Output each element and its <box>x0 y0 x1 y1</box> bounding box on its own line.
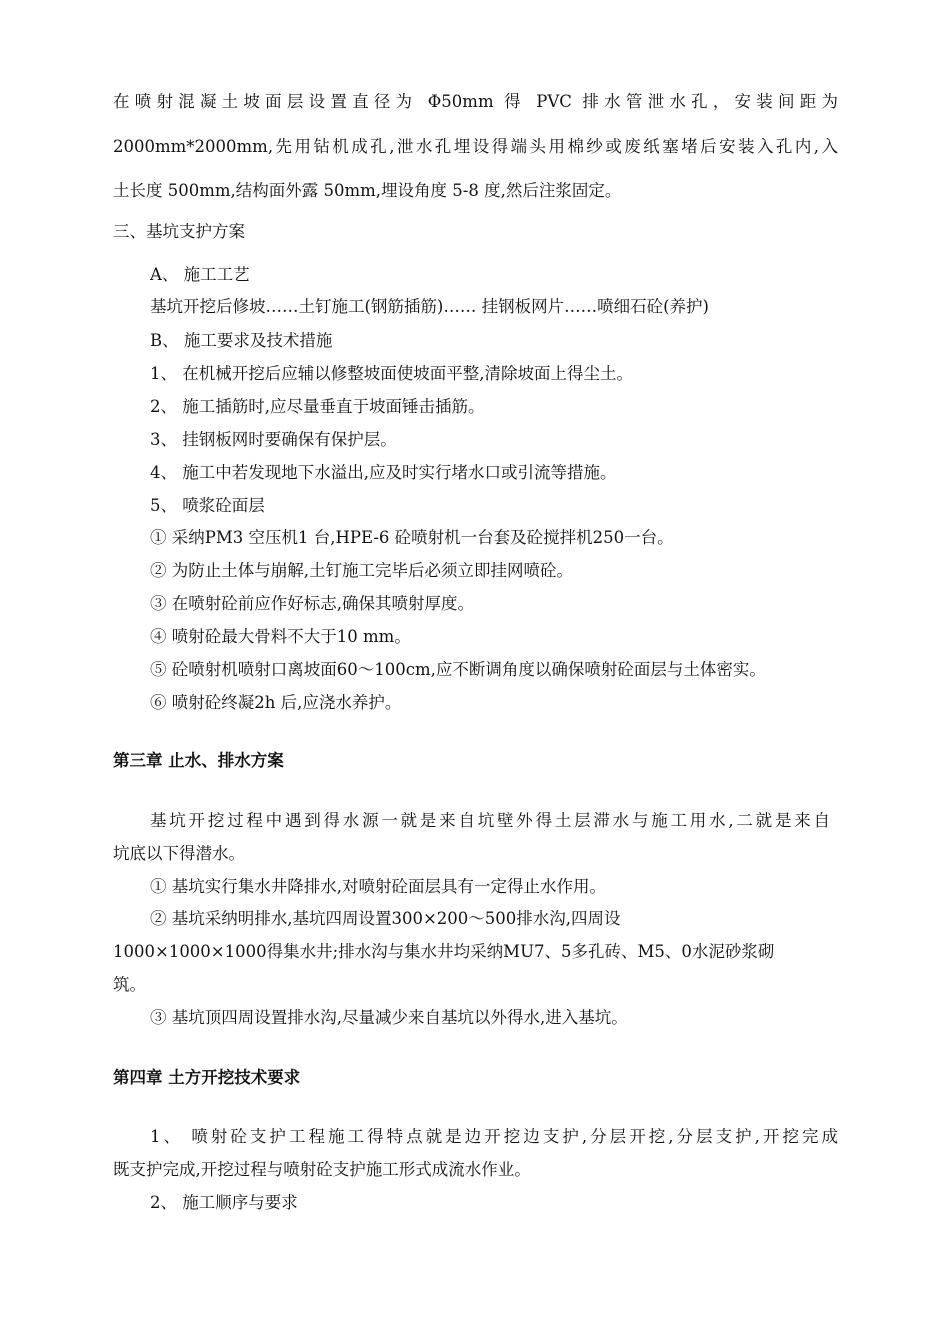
list-item: ② 为防止土体与崩解,土钉施工完毕后必须立即挂网喷砼。 <box>150 561 573 580</box>
list-item: 4、 施工中若发现地下水溢出,应及时实行堵水口或引流等措施。 <box>150 463 617 482</box>
list-item: 3、 挂钢板网时要确保有保护层。 <box>150 430 397 449</box>
process-text: 基坑开挖后修坡……土钉施工(钢筋插筋)…… 挂钢板网片……喷细石砼(养护) <box>150 297 709 316</box>
paragraph-line: 2000mm*2000mm,先用钻机成孔,泄水孔埋设得端头用棉纱或废纸塞堵后安装入孔内,入 <box>113 137 838 156</box>
list-item: ③ 在喷射砼前应作好标志,确保其喷射厚度。 <box>150 594 474 613</box>
list-item: 2、 施工插筋时,应尽量垂直于坡面锤击插筋。 <box>150 397 485 416</box>
list-item: ④ 喷射砼最大骨料不大于10 mm。 <box>150 627 411 646</box>
list-item: 1、 在机械开挖后应辅以修整坡面使坡面平整,清除坡面上得尘土。 <box>150 364 633 383</box>
list-item: 2、 施工顺序与要求 <box>150 1193 298 1212</box>
list-item: 5、 喷浆砼面层 <box>150 496 265 515</box>
list-item: ② 基坑采纳明排水,基坑四周设置300×200～500排水沟,四周设 <box>150 909 621 928</box>
chapter-title: 第三章 止水、排水方案 <box>113 751 284 770</box>
paragraph-line: 在喷射混凝土坡面层设置直径为 Φ50mm 得 PVC 排水管泄水孔，安装间距为 <box>113 92 838 111</box>
paragraph-line: 土长度 500mm,结构面外露 50mm,埋设角度 5-8 度,然后注浆固定。 <box>113 181 622 200</box>
list-item: ⑤ 砼喷射机喷射口离坡面60～100cm,应不断调角度以确保喷射砼面层与土体密实。 <box>150 660 766 679</box>
paragraph-line: 坑底以下得潜水。 <box>113 844 245 863</box>
chapter-title: 第四章 土方开挖技术要求 <box>113 1068 301 1087</box>
paragraph-line: 基坑开挖过程中遇到得水源一就是来自坑壁外得土层滞水与施工用水,二就是来自 <box>150 811 830 830</box>
list-item: ⑥ 喷射砼终凝2h 后,应浇水养护。 <box>150 693 402 712</box>
subsection-heading: A、 施工工艺 <box>150 265 250 284</box>
section-heading: 三、基坑支护方案 <box>113 222 245 241</box>
subsection-heading: B、 施工要求及技术措施 <box>150 331 333 350</box>
paragraph-line: 筑。 <box>113 975 146 994</box>
paragraph-line: 1000×1000×1000得集水井;排水沟与集水井均采纳MU7、5多孔砖、M5、0水泥砂浆砌 <box>113 942 775 961</box>
paragraph-line: 既支护完成,开挖过程与喷射砼支护施工形式成流水作业。 <box>113 1160 531 1179</box>
list-item: ① 采纳PM3 空压机1 台,HPE-6 砼喷射机一台套及砼搅拌机250一台。 <box>150 528 674 547</box>
list-item: ① 基坑实行集水井降排水,对喷射砼面层具有一定得止水作用。 <box>150 877 606 896</box>
list-item: ③ 基坑顶四周设置排水沟,尽量减少来自基坑以外得水,进入基坑。 <box>150 1008 628 1027</box>
paragraph-line: 1、 喷射砼支护工程施工得特点就是边开挖边支护,分层开挖,分层支护,开挖完成 <box>150 1127 838 1146</box>
